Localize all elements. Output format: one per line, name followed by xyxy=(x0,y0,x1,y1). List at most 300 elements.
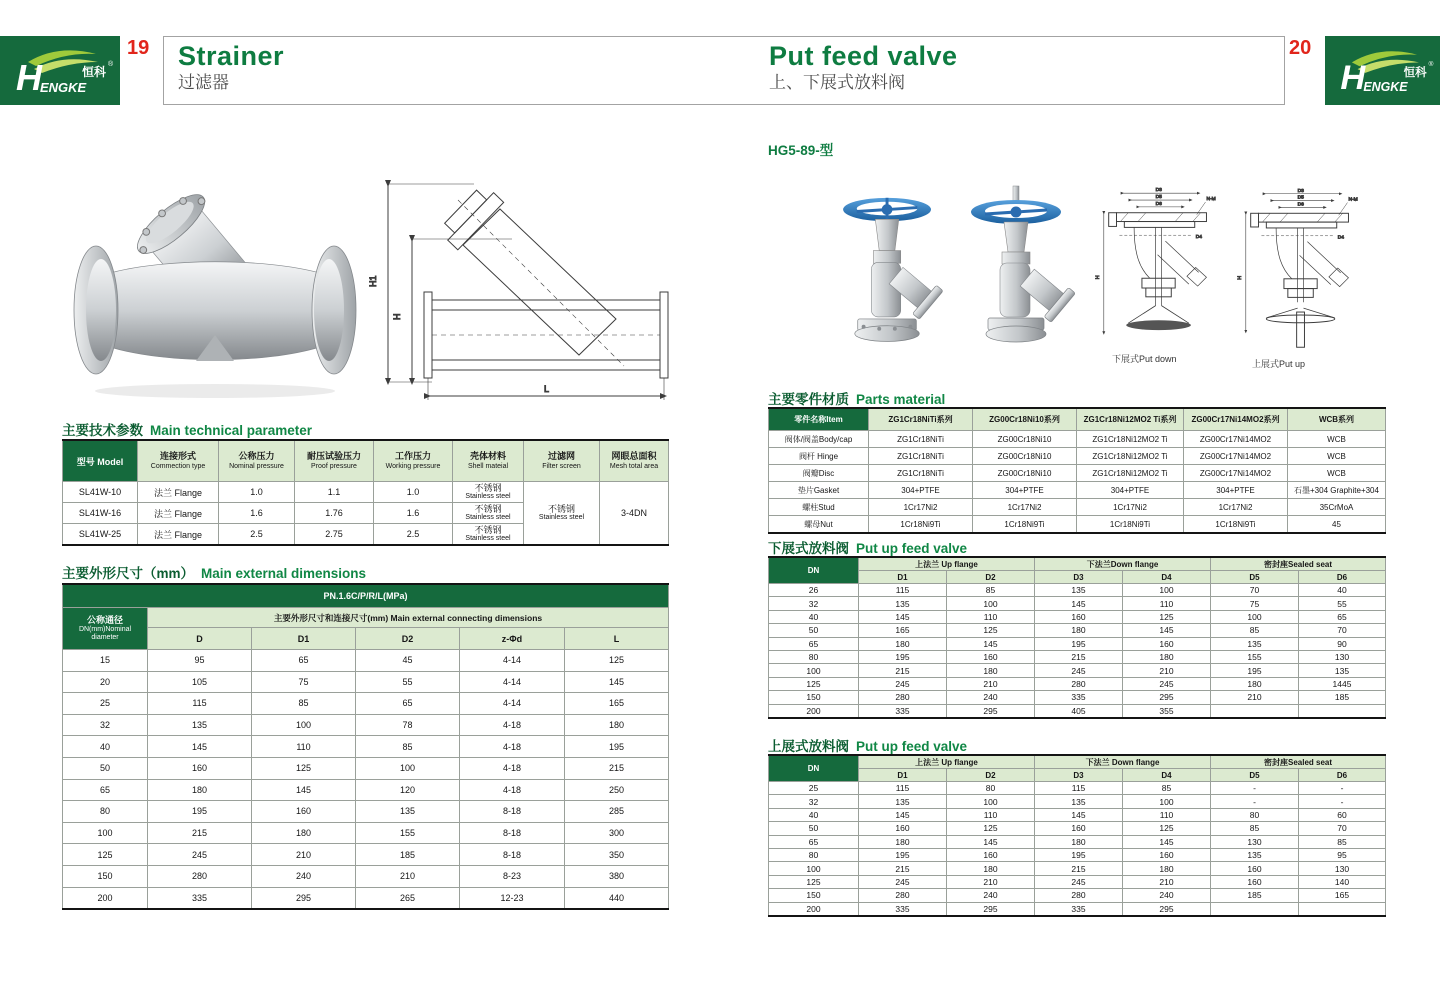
table-cell: 245 xyxy=(148,844,252,866)
tech-header xyxy=(524,440,600,482)
table-row xyxy=(769,782,1386,795)
table-cell: 1.0 xyxy=(374,482,453,503)
table-cell: 65 xyxy=(769,835,859,848)
table-cell: 75 xyxy=(252,671,356,693)
table-cell: 石墨+304 Graphite+304 xyxy=(1288,482,1386,499)
table-cell: 304+PTFE xyxy=(869,482,973,499)
logo-reg-mark: ® xyxy=(108,61,114,68)
strainer-drawing xyxy=(362,142,692,415)
table-cell: 125 xyxy=(947,822,1035,835)
table-cell: 80 xyxy=(769,650,859,663)
table-cell: 304+PTFE xyxy=(973,482,1077,499)
table-cell: 180 xyxy=(947,664,1035,677)
tech-header xyxy=(374,440,453,482)
table-row xyxy=(63,844,669,866)
valve-photo-up-image xyxy=(957,184,1079,360)
table-cell: 70 xyxy=(1211,584,1299,597)
page-number-left: 19 xyxy=(127,37,150,59)
dim-label-l: L xyxy=(544,384,550,394)
table-cell: 280 xyxy=(1035,889,1123,902)
table-cell: 200 xyxy=(769,704,859,718)
table-row xyxy=(63,650,669,672)
table-row xyxy=(769,755,1386,769)
dims-col0 xyxy=(63,608,148,650)
dim-label-d3: D3 xyxy=(1155,188,1162,194)
table-cell: 1Cr18Ni9Ti xyxy=(973,516,1077,534)
table-row xyxy=(769,571,1386,584)
table-cell: 180 xyxy=(252,822,356,844)
cell-line: 不锈钢 xyxy=(474,524,502,535)
parts-header: ZG1Cr18NiTi系列 xyxy=(869,408,973,431)
section-title-down-en: Put up feed valve xyxy=(856,541,968,556)
table-cell: 135 xyxy=(859,597,947,610)
table-cell: 65 xyxy=(63,779,148,801)
table-cell: 150 xyxy=(769,691,859,704)
table-cell: 130 xyxy=(1299,650,1386,663)
dim-group: 密封座Sealed seat xyxy=(1211,755,1386,769)
table-cell: 180 xyxy=(1123,862,1211,875)
table-cell: 8-18 xyxy=(460,822,565,844)
table-cell: 135 xyxy=(1035,795,1123,808)
table-cell: 125 xyxy=(565,650,669,672)
table-cell: 1.0 xyxy=(219,482,295,503)
table-row xyxy=(769,482,1386,499)
table-cell: 335 xyxy=(148,887,252,909)
table-cell: 335 xyxy=(1035,691,1123,704)
up-table xyxy=(768,754,1386,917)
table-row xyxy=(769,902,1386,916)
page-number-right: 20 xyxy=(1289,37,1312,59)
table-cell: 60 xyxy=(1299,808,1386,821)
table-cell: 1Cr18Ni9Ti xyxy=(869,516,973,534)
table-cell: 215 xyxy=(565,757,669,779)
table-cell: 1Cr18Ni9Ti xyxy=(1077,516,1184,534)
table-cell: 335 xyxy=(859,704,947,718)
section-title-tech xyxy=(62,419,312,439)
dim-sub: D5 xyxy=(1211,571,1299,584)
table-cell: 120 xyxy=(356,779,460,801)
table-row xyxy=(63,584,669,608)
left-page-title xyxy=(178,42,284,93)
table-cell xyxy=(1299,704,1386,718)
table-cell: 210 xyxy=(1211,691,1299,704)
table-cell: 125 xyxy=(63,844,148,866)
table-cell: 200 xyxy=(63,887,148,909)
table-cell: 335 xyxy=(859,902,947,916)
left-title-en: Strainer xyxy=(178,41,285,71)
table-cell: 1Cr17Ni2 xyxy=(1184,499,1288,516)
up-table-wrap xyxy=(768,754,1385,917)
table-cell: 180 xyxy=(859,835,947,848)
table-cell: 160 xyxy=(1211,875,1299,888)
cell-line: Stainless steel xyxy=(465,493,511,501)
table-cell: 245 xyxy=(1035,875,1123,888)
table-cell: SL41W-25 xyxy=(63,524,138,546)
table-cell: 180 xyxy=(565,714,669,736)
table-cell: 125 xyxy=(947,624,1035,637)
table-cell: 240 xyxy=(252,865,356,887)
strainer-photo xyxy=(68,185,363,405)
tech-header xyxy=(138,440,219,482)
dim-sub: D2 xyxy=(947,571,1035,584)
table-cell: 280 xyxy=(148,865,252,887)
cell-line: 连接形式 xyxy=(159,451,196,462)
table-cell: SL41W-10 xyxy=(63,482,138,503)
table-cell: 145 xyxy=(1035,597,1123,610)
table-cell: 304+PTFE xyxy=(1184,482,1288,499)
cell-line: Mesh total area xyxy=(609,462,659,470)
table-cell: 160 xyxy=(859,822,947,835)
dim-group: 密封座Sealed seat xyxy=(1211,557,1386,571)
dim-label-d6: D6 xyxy=(1155,201,1162,207)
table-cell: 135 xyxy=(356,801,460,823)
table-row xyxy=(63,822,669,844)
up-table-body xyxy=(769,782,1386,916)
table-row xyxy=(63,440,669,482)
dim-label-h1: H1 xyxy=(368,275,378,287)
table-cell: 85 xyxy=(252,693,356,715)
table-cell: 阀体/阀盖Body/cap xyxy=(769,431,869,448)
table-row xyxy=(769,704,1386,718)
table-cell: 2.75 xyxy=(295,524,374,546)
table-row xyxy=(63,865,669,887)
table-cell: 355 xyxy=(1123,704,1211,718)
dim-label-nm: N-M xyxy=(1348,197,1358,203)
down-table-body xyxy=(769,584,1386,718)
dims-table-body xyxy=(63,650,669,910)
table-row xyxy=(769,822,1386,835)
cell-line: Stainless steel xyxy=(465,514,511,522)
table-cell: 150 xyxy=(63,865,148,887)
table-cell: 20 xyxy=(63,671,148,693)
table-cell: 335 xyxy=(1035,902,1123,916)
dims-table xyxy=(62,583,669,910)
table-cell: 180 xyxy=(859,637,947,650)
table-row xyxy=(63,693,669,715)
table-cell: 125 xyxy=(1123,822,1211,835)
table-cell: 65 xyxy=(769,637,859,650)
strainer-drawing-image xyxy=(362,142,692,410)
table-cell: 180 xyxy=(1035,624,1123,637)
table-cell: ZG1Cr18Ni12MO2 Ti xyxy=(1077,465,1184,482)
table-cell: 195 xyxy=(1035,848,1123,861)
table-cell: 130 xyxy=(1299,862,1386,875)
table-cell: 215 xyxy=(1035,650,1123,663)
table-cell: ZG00Cr18Ni10 xyxy=(973,465,1077,482)
table-row xyxy=(63,779,669,801)
section-title-parts xyxy=(768,388,945,408)
table-cell: 40 xyxy=(63,736,148,758)
table-cell: 304+PTFE xyxy=(1077,482,1184,499)
table-row xyxy=(63,671,669,693)
cell-line: Filter screen xyxy=(542,462,581,470)
cell-line: 不锈钢 xyxy=(474,503,502,514)
section-title-dims-zh: 主要外形尺寸（mm） xyxy=(62,566,195,581)
dim-group: 上法兰 Up flange xyxy=(859,755,1035,769)
table-cell: 4-18 xyxy=(460,714,565,736)
table-cell: 100 xyxy=(1123,584,1211,597)
table-cell: 2.5 xyxy=(374,524,453,546)
tech-header xyxy=(219,440,295,482)
table-cell xyxy=(1299,902,1386,916)
table-cell: 25 xyxy=(63,693,148,715)
parts-header: WCB系列 xyxy=(1288,408,1386,431)
table-cell: 1.76 xyxy=(295,503,374,524)
table-row xyxy=(769,650,1386,663)
table-cell: 螺柱Stud xyxy=(769,499,869,516)
table-cell: 40 xyxy=(769,610,859,623)
dim-sub: D4 xyxy=(1123,769,1211,782)
down-table xyxy=(768,556,1386,719)
table-cell: 65 xyxy=(356,693,460,715)
table-cell: 215 xyxy=(148,822,252,844)
cell-line: 公称压力 xyxy=(238,451,275,462)
table-cell: 210 xyxy=(356,865,460,887)
table-cell: 100 xyxy=(1123,795,1211,808)
table-cell: 100 xyxy=(1211,610,1299,623)
parts-table xyxy=(768,407,1386,534)
table-cell: 100 xyxy=(947,597,1035,610)
table-row xyxy=(769,889,1386,902)
table-cell: 160 xyxy=(252,801,356,823)
tech-table xyxy=(62,439,669,546)
table-cell: 85 xyxy=(356,736,460,758)
dim-sub: D1 xyxy=(859,769,947,782)
table-cell: 180 xyxy=(1123,650,1211,663)
table-cell: 78 xyxy=(356,714,460,736)
table-cell: 145 xyxy=(252,779,356,801)
table-cell: 145 xyxy=(859,808,947,821)
table-cell: 95 xyxy=(1299,848,1386,861)
table-cell: 180 xyxy=(947,862,1035,875)
table-cell: 8-18 xyxy=(460,801,565,823)
dim-dn: DN xyxy=(769,557,859,584)
table-cell: 65 xyxy=(252,650,356,672)
dims-span: 主要外形尺寸和连接尺寸(mm) Main external connecting dimensions xyxy=(148,608,669,628)
valve-photo-down-image xyxy=(830,190,948,358)
table-cell: 210 xyxy=(252,844,356,866)
table-cell: 45 xyxy=(356,650,460,672)
table-cell: 295 xyxy=(1123,691,1211,704)
table-cell: 155 xyxy=(1211,650,1299,663)
table-row xyxy=(63,801,669,823)
table-cell: 1Cr17Ni2 xyxy=(1077,499,1184,516)
table-cell: 240 xyxy=(947,889,1035,902)
table-cell: 285 xyxy=(565,801,669,823)
table-cell: 160 xyxy=(1123,848,1211,861)
table-cell: 160 xyxy=(1211,862,1299,875)
table-cell: 100 xyxy=(356,757,460,779)
up-table-head xyxy=(769,755,1386,782)
table-cell: 280 xyxy=(859,889,947,902)
table-cell xyxy=(453,503,524,524)
table-cell: ZG1Cr18Ni12MO2 Ti xyxy=(1077,448,1184,465)
cell-line: 耐压试验压力 xyxy=(306,451,361,462)
table-cell: 4-14 xyxy=(460,671,565,693)
table-cell: 130 xyxy=(1211,835,1299,848)
table-cell: 135 xyxy=(1035,584,1123,597)
table-cell: 105 xyxy=(148,671,252,693)
table-cell: 125 xyxy=(1123,610,1211,623)
table-cell: 110 xyxy=(1123,597,1211,610)
table-row xyxy=(769,448,1386,465)
table-cell: 250 xyxy=(565,779,669,801)
table-cell: 295 xyxy=(947,902,1035,916)
table-cell: 32 xyxy=(769,597,859,610)
down-table-wrap xyxy=(768,556,1385,719)
table-cell: 85 xyxy=(947,584,1035,597)
table-cell: 8-18 xyxy=(460,844,565,866)
parts-table-body xyxy=(769,431,1386,534)
cell-line: Commection type xyxy=(150,462,206,470)
table-cell: ZG1Cr18NiTi xyxy=(869,448,973,465)
table-cell: 55 xyxy=(1299,597,1386,610)
table-row xyxy=(769,557,1386,571)
table-row xyxy=(769,808,1386,821)
section-title-tech-zh: 主要技术参数 xyxy=(62,423,143,438)
dim-sub: D1 xyxy=(859,571,947,584)
table-cell: ZG1Cr18NiTi xyxy=(869,465,973,482)
table-row xyxy=(769,499,1386,516)
table-row xyxy=(769,691,1386,704)
parts-table-wrap xyxy=(768,407,1385,534)
table-cell: 145 xyxy=(1123,835,1211,848)
table-cell: 180 xyxy=(1211,677,1299,690)
table-row xyxy=(769,597,1386,610)
table-cell: 1.6 xyxy=(374,503,453,524)
valve-drawing-down xyxy=(1095,186,1227,353)
table-cell: 1Cr17Ni2 xyxy=(869,499,973,516)
dim-label-d3: D3 xyxy=(1297,188,1304,194)
table-row xyxy=(63,887,669,909)
table-cell: 115 xyxy=(1035,782,1123,795)
table-cell xyxy=(1211,902,1299,916)
section-title-down xyxy=(768,537,967,557)
table-cell: 80 xyxy=(947,782,1035,795)
parts-table-head xyxy=(769,408,1386,431)
dim-group: 上法兰 Up flange xyxy=(859,557,1035,571)
table-cell: 85 xyxy=(1299,835,1386,848)
table-row xyxy=(769,769,1386,782)
right-title-en: Put feed valve xyxy=(769,41,958,71)
table-row xyxy=(769,875,1386,888)
dim-label-d5: D5 xyxy=(1297,195,1304,201)
table-cell: - xyxy=(1299,782,1386,795)
table-cell: 115 xyxy=(859,584,947,597)
tech-header xyxy=(600,440,669,482)
logo-engke-text: ENGKE xyxy=(40,80,87,95)
table-cell: 135 xyxy=(1211,637,1299,650)
valve-drawing-up-image xyxy=(1237,186,1369,354)
table-cell: 215 xyxy=(859,862,947,875)
table-cell: 100 xyxy=(769,664,859,677)
table-cell: 195 xyxy=(148,801,252,823)
table-cell: 195 xyxy=(859,848,947,861)
dims-band: PN.1.6C/P/R/L(MPa) xyxy=(63,584,669,608)
table-cell: 100 xyxy=(947,795,1035,808)
table-cell: 135 xyxy=(148,714,252,736)
table-cell: 405 xyxy=(1035,704,1123,718)
tech-header xyxy=(295,440,374,482)
table-cell: 245 xyxy=(1035,664,1123,677)
cell-line: 不锈钢 xyxy=(474,482,502,493)
table-row xyxy=(63,608,669,628)
right-title-zh: 上、下展式放料阀 xyxy=(769,72,905,92)
table-cell: 195 xyxy=(1211,664,1299,677)
left-title-zh: 过滤器 xyxy=(178,72,229,92)
table-cell: 8-23 xyxy=(460,865,565,887)
cell-line: diameter xyxy=(91,634,119,642)
table-cell: 125 xyxy=(769,677,859,690)
dim-label-h2: H xyxy=(1237,275,1243,280)
table-cell: ZG00Cr18Ni10 xyxy=(973,448,1077,465)
table-row xyxy=(769,664,1386,677)
dim-sub: D3 xyxy=(1035,769,1123,782)
table-cell: ZG1Cr18NiTi xyxy=(869,431,973,448)
table-cell: 100 xyxy=(63,822,148,844)
dim-label-d5: D5 xyxy=(1155,195,1162,201)
tech-header: 型号 Model xyxy=(63,440,138,482)
table-cell: SL41W-16 xyxy=(63,503,138,524)
table-cell: 245 xyxy=(859,677,947,690)
table-cell: 80 xyxy=(1211,808,1299,821)
table-row xyxy=(769,431,1386,448)
parts-header: ZG00Cr18Ni10系列 xyxy=(973,408,1077,431)
table-cell: 265 xyxy=(356,887,460,909)
table-row xyxy=(63,714,669,736)
table-row xyxy=(769,795,1386,808)
table-cell: - xyxy=(1211,795,1299,808)
table-cell: 295 xyxy=(947,704,1035,718)
table-cell: WCB xyxy=(1288,431,1386,448)
table-cell: 155 xyxy=(356,822,460,844)
cell-line: Proof pressure xyxy=(311,462,357,470)
table-cell: WCB xyxy=(1288,465,1386,482)
cell-line: Nominal pressure xyxy=(229,462,284,470)
table-cell: 145 xyxy=(565,671,669,693)
parts-header: ZG1Cr18Ni12MO2 Ti系列 xyxy=(1077,408,1184,431)
valve-drawing-down-image xyxy=(1095,186,1227,348)
table-cell: - xyxy=(1299,795,1386,808)
cell-line: Shell mateial xyxy=(467,462,509,470)
table-cell: 法兰 Flange xyxy=(138,482,219,503)
table-cell: 280 xyxy=(859,691,947,704)
table-cell: 160 xyxy=(148,757,252,779)
table-cell: 2.5 xyxy=(219,524,295,546)
dim-label-nm: N-M xyxy=(1206,197,1216,203)
cell-line: Working pressure xyxy=(385,462,441,470)
table-cell: 70 xyxy=(1299,822,1386,835)
table-cell: 110 xyxy=(252,736,356,758)
table-cell: 160 xyxy=(1035,610,1123,623)
table-cell: 160 xyxy=(947,650,1035,663)
brand-logo-left xyxy=(0,36,120,105)
table-cell: 240 xyxy=(947,691,1035,704)
table-cell: 150 xyxy=(769,889,859,902)
table-cell: 法兰 Flange xyxy=(138,503,219,524)
caption-put-up: 上展式Put up xyxy=(1252,359,1306,369)
table-cell: 195 xyxy=(565,736,669,758)
dim-label-d6: D6 xyxy=(1297,202,1304,208)
table-cell: 295 xyxy=(1123,902,1211,916)
cell-line: 不锈钢 xyxy=(547,503,575,514)
dim-label-d4: D4 xyxy=(1337,235,1344,241)
table-cell: 210 xyxy=(947,677,1035,690)
hengke-logo-icon xyxy=(0,36,120,105)
dims-sub: z-Φd xyxy=(460,628,565,650)
table-cell: ZG00Cr17Ni14MO2 xyxy=(1184,431,1288,448)
dims-table-head xyxy=(63,584,669,650)
